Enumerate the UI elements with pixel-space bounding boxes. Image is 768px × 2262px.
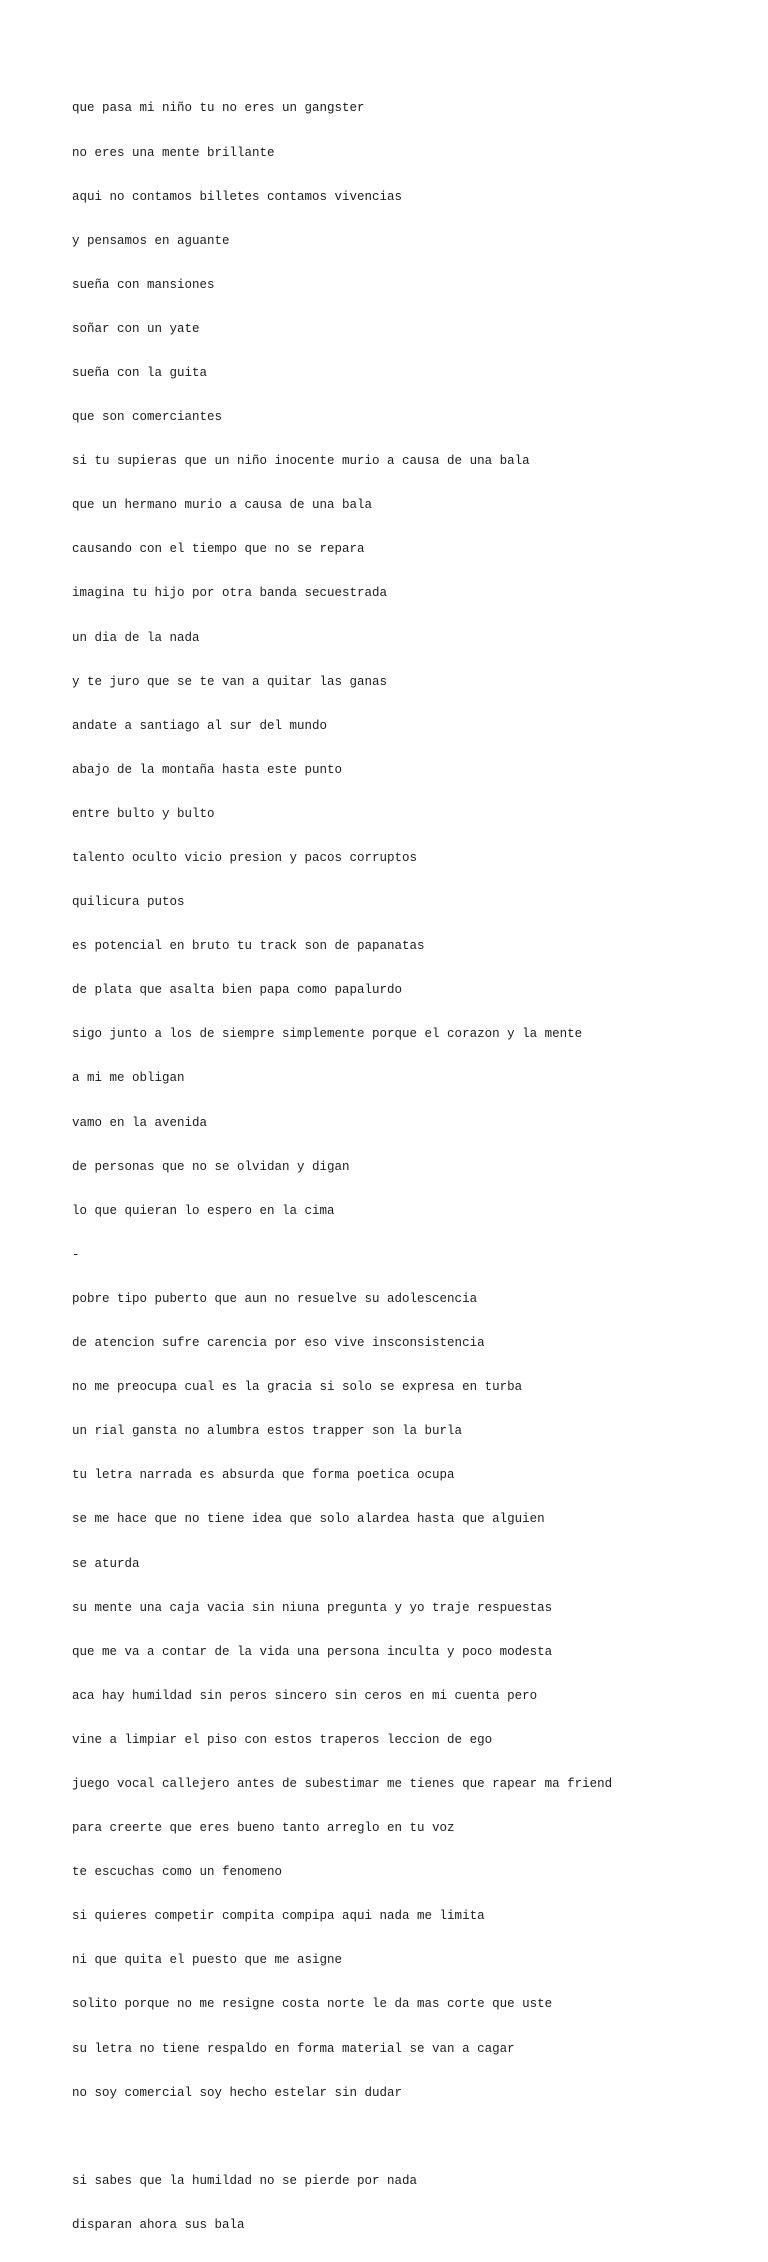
text-line: disparan ahora sus bala	[72, 2217, 245, 2232]
text-line: no soy comercial soy hecho estelar sin dudar	[72, 2085, 403, 2100]
text-line: se aturda	[72, 1556, 140, 1571]
text-line: para creerte que eres bueno tanto arreglo en tu voz	[72, 1821, 455, 1836]
text-line: se me hace que no tiene idea que solo alardea hasta que alguien	[72, 1512, 545, 1527]
text-line: de personas que no se olvidan y digan	[72, 1159, 350, 1174]
text-line: tu letra narrada es absurda que forma poetica ocupa	[72, 1468, 455, 1483]
text-line: un rial gansta no alumbra estos trapper son la burla	[72, 1424, 463, 1439]
text-line: es potencial en bruto tu track son de papanatas	[72, 939, 425, 954]
text-line: entre bulto y bulto	[72, 806, 215, 821]
text-line: solito porque no me resigne costa norte le da mas corte que uste	[72, 1997, 553, 2012]
text-line: pobre tipo puberto que aun no resuelve su adolescencia	[72, 1291, 478, 1306]
text-line: y pensamos en aguante	[72, 233, 230, 248]
text-line: si tu supieras que un niño inocente murio a causa de una bala	[72, 454, 530, 469]
text-line: soñar con un yate	[72, 321, 200, 336]
text-line: su mente una caja vacia sin niuna pregunta y yo traje respuestas	[72, 1600, 553, 1615]
text-line: de plata que asalta bien papa como papalurdo	[72, 983, 403, 998]
text-line: abajo de la montaña hasta este punto	[72, 762, 343, 777]
text-line: te escuchas como un fenomeno	[72, 1865, 283, 1880]
blank-line	[72, 2130, 752, 2145]
text-line: talento oculto vicio presion y pacos corruptos	[72, 851, 418, 865]
text-line: que pasa mi niño tu no eres un gangster	[72, 101, 365, 116]
text-line: andate a santiago al sur del mundo	[72, 718, 328, 733]
text-line: de atencion sufre carencia por eso vive insconsistencia	[72, 1336, 485, 1351]
text-line: que me va a contar de la vida una persona inculta y poco modesta	[72, 1644, 553, 1659]
text-line: quilicura putos	[72, 895, 185, 910]
text-line: sueña con la guita	[72, 365, 208, 380]
lyrics-text	[72, 72, 752, 2262]
text-line: aqui no contamos billetes contamos vivencias	[72, 189, 403, 204]
text-line: vine a limpiar el piso con estos traperos leccion de ego	[72, 1732, 493, 1747]
text-line: causando con el tiempo que no se repara	[72, 542, 365, 557]
text-line: sueña con mansiones	[72, 277, 215, 292]
text-line: aca hay humildad sin peros sincero sin ceros en mi cuenta pero	[72, 1688, 538, 1703]
text-line: -	[72, 1247, 80, 1262]
text-line: vamo en la avenida	[72, 1115, 208, 1130]
text-line: lo que quieran lo espero en la cima	[72, 1203, 335, 1218]
text-line: un dia de la nada	[72, 630, 200, 645]
text-line: que un hermano murio a causa de una bala	[72, 498, 373, 513]
text-line: si quieres competir compita compipa aqui nada me limita	[72, 1909, 485, 1924]
text-line: ni que quita el puesto que me asigne	[72, 1953, 343, 1968]
text-line: y te juro que se te van a quitar las ganas	[72, 674, 388, 689]
text-line: que son comerciantes	[72, 410, 223, 425]
text-line: no me preocupa cual es la gracia si solo se expresa en turba	[72, 1380, 523, 1395]
text-line: su letra no tiene respaldo en forma material se van a cagar	[72, 2041, 515, 2056]
text-line: si sabes que la humildad no se pierde por nada	[72, 2173, 418, 2188]
text-line: juego vocal callejero antes de subestimar me tienes que rapear ma friend	[72, 1776, 613, 1791]
text-line: sigo junto a los de siempre simplemente porque el corazon y la mente	[72, 1027, 583, 1042]
text-line: a mi me obligan	[72, 1071, 185, 1086]
text-line: no eres una mente brillante	[72, 145, 275, 160]
text-line: imagina tu hijo por otra banda secuestrada	[72, 586, 388, 601]
